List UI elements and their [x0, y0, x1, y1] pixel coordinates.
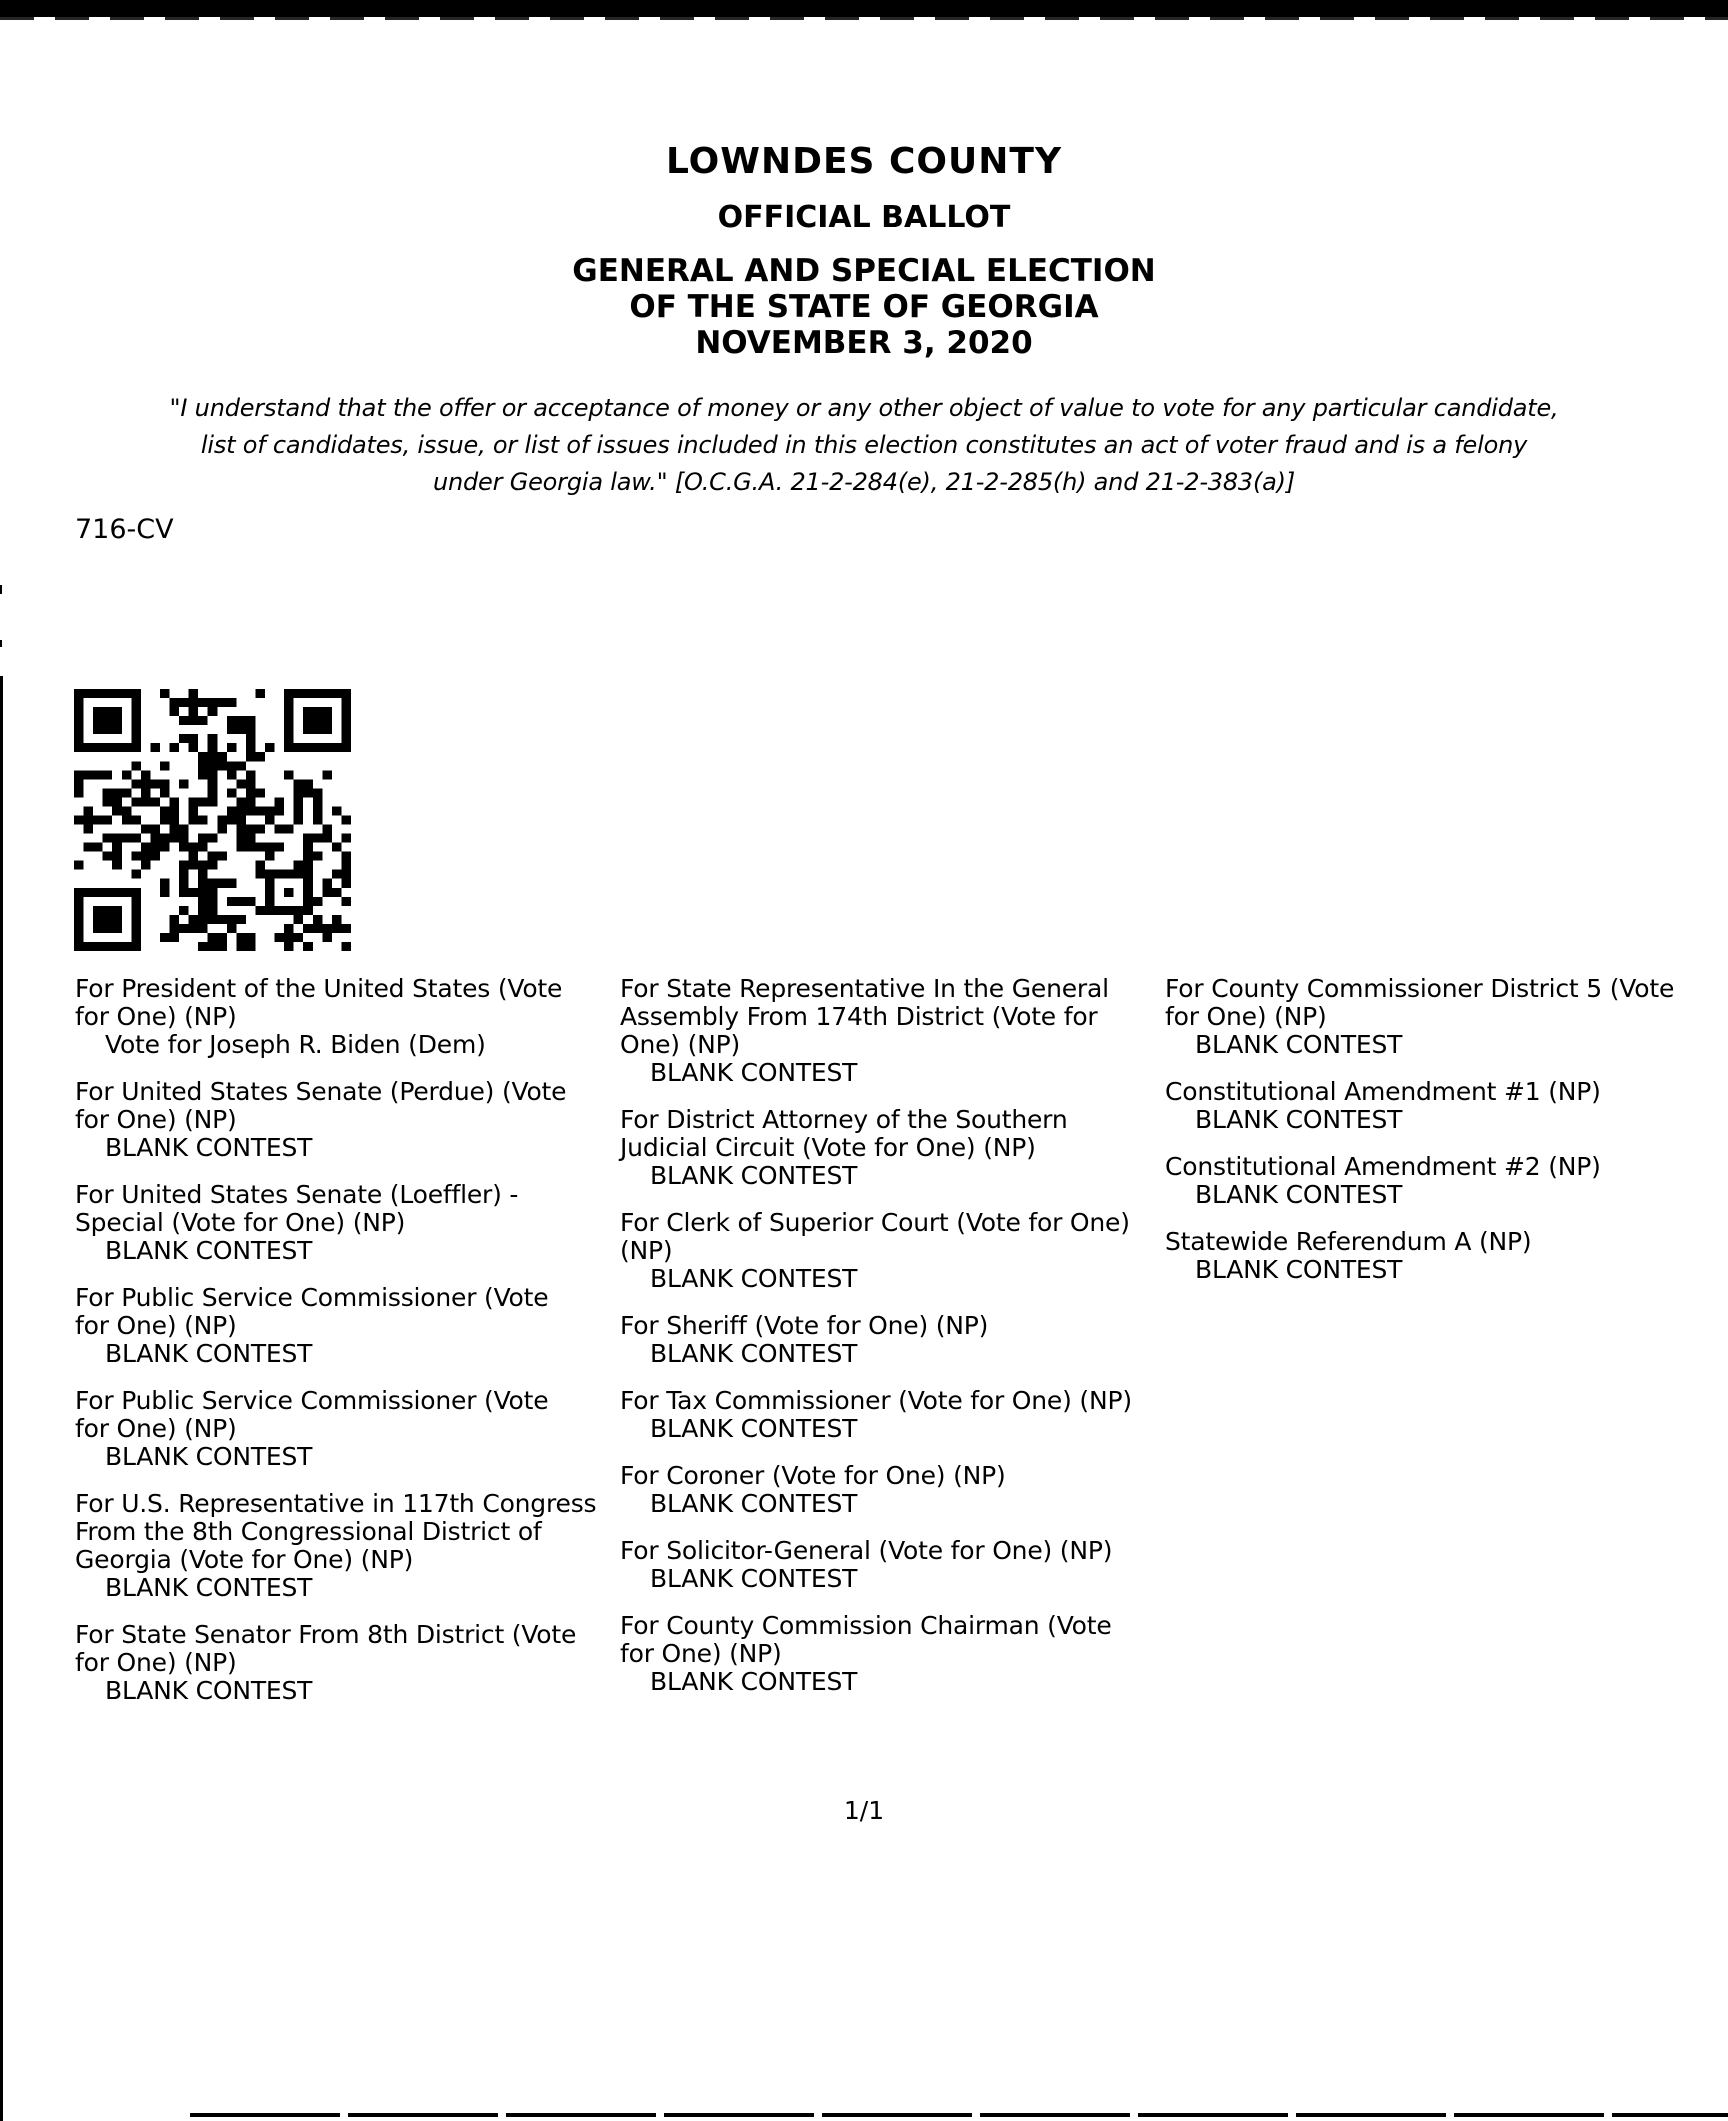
contest-block	[620, 975, 1165, 1087]
contest-result: BLANK CONTEST	[650, 1414, 858, 1443]
contest-result: BLANK CONTEST	[650, 1667, 858, 1696]
contest-title-line: For District Attorney of the Southern	[620, 1105, 1068, 1134]
contest-title-line: Georgia (Vote for One) (NP)	[75, 1545, 414, 1574]
contest-title-line: For Solicitor-General (Vote for One) (NP)	[620, 1536, 1113, 1565]
contest-title-line: for One) (NP)	[75, 1414, 237, 1443]
ballot-column	[620, 975, 1165, 1715]
contest-result: BLANK CONTEST	[650, 1264, 858, 1293]
contest-title-line: for One) (NP)	[75, 1002, 237, 1031]
fraud-disclaimer-line: list of candidates, issue, or list of issues included in this election constitutes an act of voter fraud and is a felony	[200, 431, 1528, 459]
contest-block	[620, 1312, 1165, 1368]
contest-block	[75, 1387, 620, 1471]
contest-block	[75, 1621, 620, 1705]
page-number: 1/1	[843, 1796, 885, 1825]
contest-title-line: (NP)	[620, 1236, 673, 1265]
contest-title-line: for One) (NP)	[75, 1105, 237, 1134]
ballot-header	[0, 140, 1728, 361]
contest-title-line: For County Commission Chairman (Vote	[620, 1611, 1112, 1640]
fraud-disclaimer	[0, 390, 1728, 501]
contest-result: BLANK CONTEST	[650, 1339, 858, 1368]
contest-title-line: Statewide Referendum A (NP)	[1165, 1227, 1532, 1256]
scan-artifact-top-bar	[0, 0, 1728, 17]
contest-title-line: For U.S. Representative in 117th Congress	[75, 1489, 597, 1518]
contest-title-line: Judicial Circuit (Vote for One) (NP)	[620, 1133, 1036, 1162]
contest-block	[75, 1490, 620, 1602]
contest-title-line: Constitutional Amendment #2 (NP)	[1165, 1152, 1601, 1181]
contest-title-line: for One) (NP)	[75, 1311, 237, 1340]
contest-block	[75, 1078, 620, 1162]
contest-result: BLANK CONTEST	[1195, 1030, 1403, 1059]
contest-result: Vote for Joseph R. Biden (Dem)	[105, 1030, 486, 1059]
election-title-line: GENERAL AND SPECIAL ELECTION	[572, 253, 1156, 289]
contest-title-line: For Coroner (Vote for One) (NP)	[620, 1461, 1006, 1490]
contest-title-line: Special (Vote for One) (NP)	[75, 1208, 406, 1237]
contest-title-line: for One) (NP)	[1165, 1002, 1327, 1031]
contest-title-line: For State Representative In the General	[620, 974, 1109, 1003]
contest-title-line: For Tax Commissioner (Vote for One) (NP)	[620, 1386, 1132, 1415]
contest-result: BLANK CONTEST	[650, 1489, 858, 1518]
contest-result: BLANK CONTEST	[1195, 1180, 1403, 1209]
contest-result: BLANK CONTEST	[105, 1133, 313, 1162]
contest-block	[620, 1209, 1165, 1293]
contest-result: BLANK CONTEST	[105, 1676, 313, 1705]
scan-artifact-left-dash	[0, 640, 2, 647]
contest-title-line: Constitutional Amendment #1 (NP)	[1165, 1077, 1601, 1106]
contest-result: BLANK CONTEST	[650, 1161, 858, 1190]
county-title: LOWNDES COUNTY	[665, 141, 1063, 182]
contest-title-line: For United States Senate (Loeffler) -	[75, 1180, 519, 1209]
ballot-column	[1165, 975, 1728, 1303]
qr-code-icon	[74, 689, 351, 951]
contest-result: BLANK CONTEST	[105, 1236, 313, 1265]
contest-result: BLANK CONTEST	[105, 1442, 313, 1471]
contest-title-line: For United States Senate (Perdue) (Vote	[75, 1077, 567, 1106]
contest-title-line: For Public Service Commissioner (Vote	[75, 1386, 549, 1415]
ballot-column	[75, 975, 620, 1724]
contest-block	[75, 1181, 620, 1265]
contest-title-line: Assembly From 174th District (Vote for	[620, 1002, 1098, 1031]
contest-result: BLANK CONTEST	[650, 1564, 858, 1593]
contest-title-line: for One) (NP)	[620, 1639, 782, 1668]
scan-artifact-left-line	[0, 676, 3, 2121]
scan-artifact-left-dash	[0, 585, 2, 594]
contest-result: BLANK CONTEST	[1195, 1105, 1403, 1134]
contest-title-line: For State Senator From 8th District (Vote	[75, 1620, 577, 1649]
contest-block	[1165, 975, 1728, 1059]
contest-block	[75, 975, 620, 1059]
scan-artifact-bottom-line	[190, 2113, 1728, 2117]
election-title-line: OF THE STATE OF GEORGIA	[629, 289, 1099, 325]
contest-title-line: For Sheriff (Vote for One) (NP)	[620, 1311, 989, 1340]
fraud-disclaimer-line: under Georgia law." [O.C.G.A. 21-2-284(e), 21-2-285(h) and 21-2-383(a)]	[433, 468, 1295, 496]
contest-block	[1165, 1078, 1728, 1134]
contest-block	[1165, 1228, 1728, 1284]
contest-title-line: For Clerk of Superior Court (Vote for One)	[620, 1208, 1130, 1237]
contest-title-line: One) (NP)	[620, 1030, 741, 1059]
ballot-title: OFFICIAL BALLOT	[717, 200, 1011, 235]
election-date: NOVEMBER 3, 2020	[695, 325, 1033, 361]
contest-block	[75, 1284, 620, 1368]
contest-block	[1165, 1153, 1728, 1209]
contest-block	[620, 1387, 1165, 1443]
contest-title-line: For County Commissioner District 5 (Vote	[1165, 974, 1675, 1003]
contest-block	[620, 1462, 1165, 1518]
ballot-style-code: 716-CV	[75, 514, 174, 545]
election-title	[0, 253, 1728, 361]
contest-block	[620, 1537, 1165, 1593]
contest-title-line: For Public Service Commissioner (Vote	[75, 1283, 549, 1312]
contest-result: BLANK CONTEST	[105, 1573, 313, 1602]
contest-title-line: From the 8th Congressional District of	[75, 1517, 542, 1546]
contest-block	[620, 1612, 1165, 1696]
contest-result: BLANK CONTEST	[650, 1058, 858, 1087]
contest-result: BLANK CONTEST	[1195, 1255, 1403, 1284]
fraud-disclaimer-line: "I understand that the offer or acceptance of money or any other object of value to vote for any particular candidate,	[169, 394, 1559, 422]
contest-title-line: For President of the United States (Vote	[75, 974, 563, 1003]
contest-block	[620, 1106, 1165, 1190]
contest-result: BLANK CONTEST	[105, 1339, 313, 1368]
contest-title-line: for One) (NP)	[75, 1648, 237, 1677]
